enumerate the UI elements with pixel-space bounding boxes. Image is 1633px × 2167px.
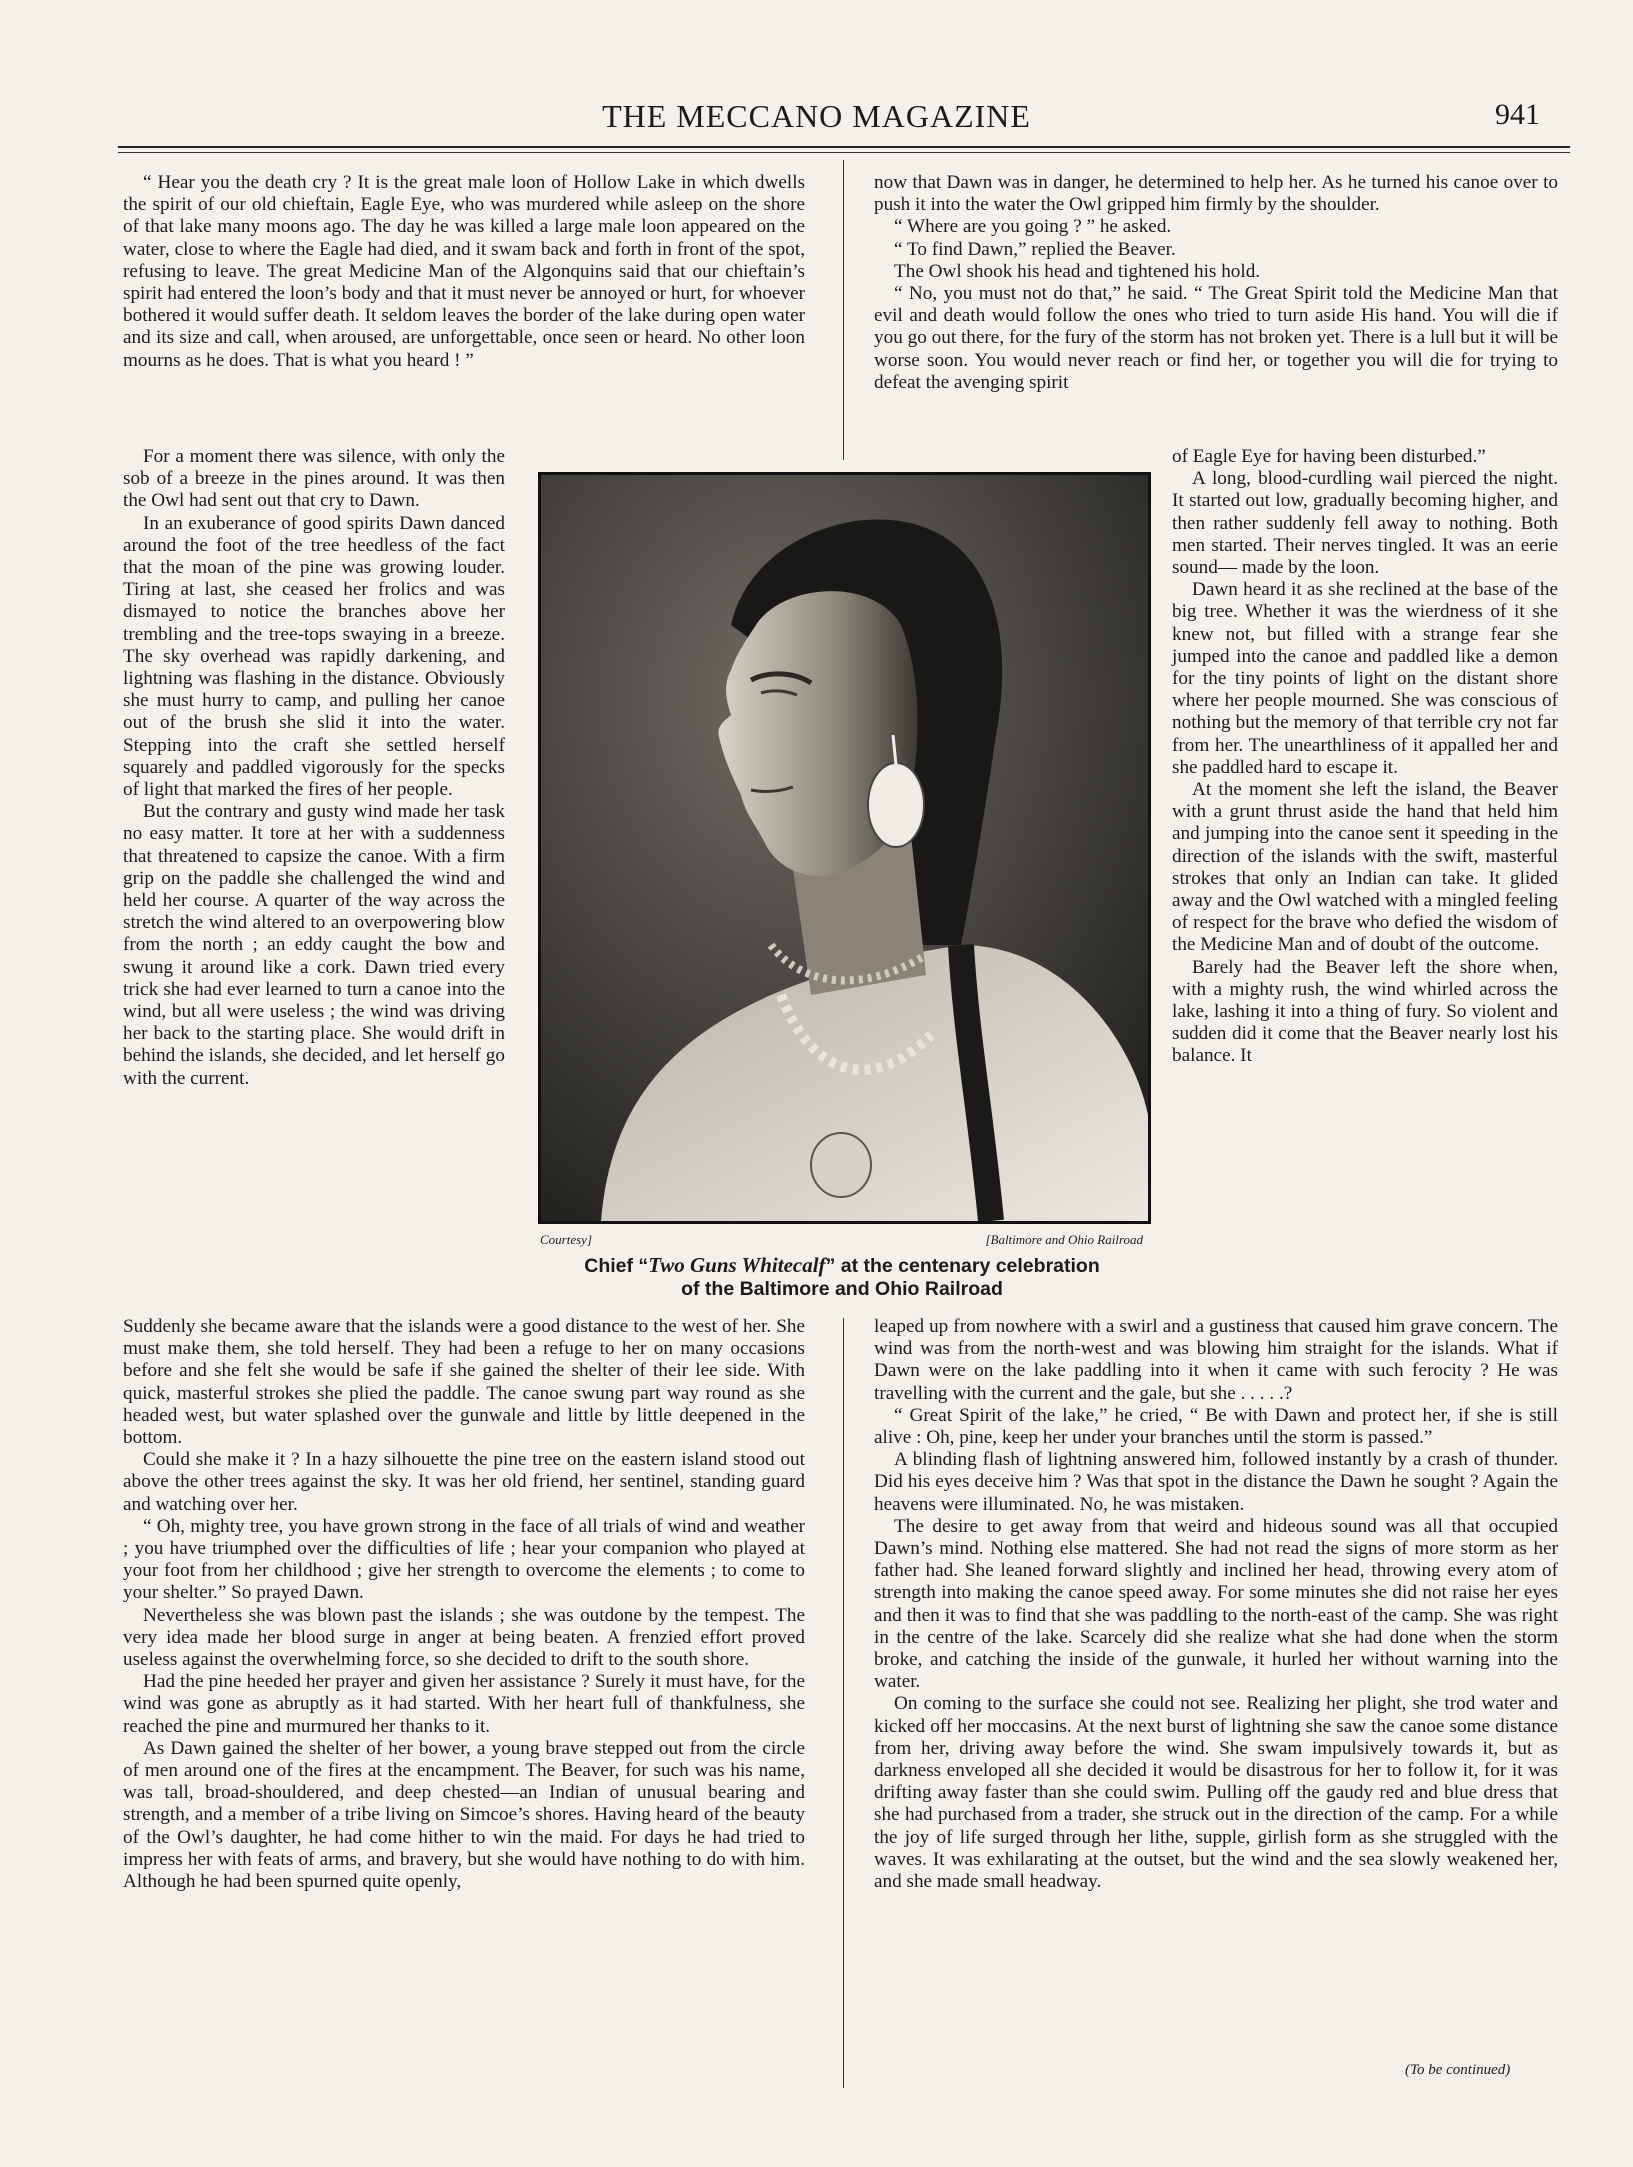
left-column-narrow	[123, 446, 505, 1090]
header-rule	[118, 146, 1570, 148]
caption-line-1	[528, 1254, 1156, 1278]
paragraph: But the contrary and gusty wind made her task no easy matter. It tore at her with a suddenness that threatened to capsize the canoe. With a firm grip on the paddle she challenged the wind and held her course. A quarter of the way across the stretch the wind altered to an overpowering blow from the north ; an eddy caught the bow and swung it around like a cork. Dawn tried every trick she had ever learned to turn a canoe into the wind, but all were useless ; the wind was driving her back to the starting place. She would drift in behind the islands, she decided, and let herself go with the current.	[123, 801, 505, 1089]
paragraph: “ Hear you the death cry ? It is the great male loon of Hollow Lake in which dwells the spirit of our old chieftain, Eagle Eye, who was murdered while asleep on the shore of that lake many moons ago. The day he was killed a large male loon appeared on the water, close to where the Eagle had died, and it swam back and forth in front of the spot, refusing to leave. The great Medicine Man of the Algonquins said that our chieftain’s spirit had entered the loon’s body and that it must never be annoyed or hurt, for whoever bothered it would suffer death. It seldom leaves the border of the lake during open water and its size and call, when aroused, are unforgettable, once seen or heard. No other loon mourns as he does. That is what you heard ! ”	[123, 172, 805, 371]
paragraph: “ Where are you going ? ” he asked.	[894, 216, 1172, 238]
column-divider-bottom	[843, 1318, 844, 2088]
paragraph: A blinding flash of lightning answered him, followed instantly by a crash of thunder. Did his eyes deceive him ? Was that spot in the distance the Dawn he sought ? Again the heavens were illuminated. No, he was mistaken.	[874, 1449, 1558, 1515]
paragraph: Had the pine heeded her prayer and given her assistance ? Surely it must have, for the wind was gone as abruptly as it had started. With her heart full of thankfulness, she reached the pine and murmured her thanks to it.	[123, 1671, 805, 1737]
paragraph: The desire to get away from that weird and hideous sound was all that occupied Dawn’s mind. Nothing else mattered. She had not read the signs of more storm as her father had. She leaned forward slightly and inclined her head, throwing every atom of strength into making the canoe speed away. For some minutes she did not raise her eyes and then it was to find that she was paddling to the north-east of the camp. She was right in the centre of the lake. Scarcely did she realize what she had done when the storm broke, and catching the inside of the gunwale, it hurled her without warning into the water.	[874, 1515, 1558, 1693]
page-number: 941	[1495, 98, 1540, 131]
caption-suffix: ” at the centenary celebration	[825, 1255, 1100, 1277]
left-column-bottom	[123, 1316, 805, 1893]
right-column-top	[874, 172, 1558, 394]
paragraph: “ No, you must not do that,” he said. “ The Great Spirit told the Medicine Man that evil and death would follow the ones who tried to turn aside His hand. You will die if you go out there, for the fury of the storm has not broken yet. There is a lull but it will be worse soon. You would never reach or find her, or together you will die for trying to defeat the avenging spirit	[874, 283, 1558, 393]
right-column-narrow	[1172, 446, 1558, 1068]
paragraph: “ Great Spirit of the lake,” he cried, “ Be with Dawn and protect her, if she is still alive : Oh, pine, keep her under your branches until the storm is passed.”	[874, 1404, 1558, 1449]
continued-note: (To be continued)	[1405, 2062, 1511, 2078]
photo-credit-right: [Baltimore and Ohio Railroad	[985, 1232, 1143, 1247]
right-column-bottom	[874, 1316, 1558, 1893]
portrait-illustration	[541, 475, 1148, 1221]
caption-line-2: of the Baltimore and Ohio Railroad	[681, 1278, 1003, 1300]
caption-name: Two Guns Whitecalf	[648, 1253, 826, 1277]
paragraph: now that Dawn was in danger, he determined to help her. As he turned his canoe over to push it into the water the Owl gripped him firmly by the shoulder.	[874, 172, 1558, 216]
paragraph: At the moment she left the island, the Beaver with a grunt thrust aside the hand that held him and jumping into the canoe sent it speeding in the direction of the islands with the swift, masterful strokes that only an Indian can take. It glided away and the Owl watched with a mingled feeling of respect for the brave who defied the wisdom of the Medicine Man and of doubt of the outcome.	[1172, 779, 1558, 956]
header-rule-thin	[118, 152, 1570, 153]
paragraph: of Eagle Eye for having been disturbed.”	[1172, 446, 1486, 467]
paragraph: For a moment there was silence, with only the sob of a breeze in the pines around. It was then the Owl had sent out that cry to Dawn.	[123, 446, 505, 512]
paragraph: In an exuberance of good spirits Dawn danced around the foot of the tree heedless of the fact that the moan of the pine was growing louder. Tiring at last, she ceased her frolics and was dismayed to notice the branches above her trembling and the tree-tops swaying in a breeze. The sky overhead was rapidly darkening, and lightning was flashing in the distance. Obviously she must hurry to camp, and pulling her canoe out of the brush she slid it into the water. Stepping into the craft she settled herself squarely and paddled vigorously for the specks of light that marked the fires of her people.	[123, 512, 505, 801]
paragraph: On coming to the surface she could not see. Realizing her plight, she trod water and kicked off her moccasins. At the next burst of lightning she saw the canoe some distance from her, driving away before the wind. She swam impulsively towards it, but as darkness enveloped all she decided it would be disastrous for her to follow it, for it was drifting away faster than she could swim. Pulling off the gaudy red and blue dress that she had purchased from a trader, she struck out in the direction of the camp. For a while the joy of life surged through her lithe, supple, girlish form as she struggled with the waves. It was exhilarating at the outset, but the wind and the sea slowly weakened her, and she made small headway.	[874, 1693, 1558, 1893]
photo-caption	[528, 1254, 1156, 1301]
portrait-photo	[538, 472, 1151, 1224]
photo-credit-left: Courtesy]	[540, 1232, 592, 1247]
paragraph: “ To find Dawn,” replied the Beaver.	[894, 238, 1176, 260]
paragraph: leaped up from nowhere with a swirl and a gustiness that caused him grave concern. The wind was from the north-west and was blowing him straight for the islands. What if Dawn were on the lake paddling into it when it came with such ferocity ? He was travelling with the current and the gale, but she . . . . .?	[874, 1316, 1558, 1404]
paragraph: A long, blood-curdling wail pierced the night. It started out low, gradually becoming higher, and then rather suddenly fell away to nothing. Both men started. Their nerves tingled. It was an eerie sound— made by the loon.	[1172, 468, 1558, 579]
paragraph: The Owl shook his head and tightened his hold.	[894, 260, 1261, 282]
paragraph: As Dawn gained the shelter of her bower, a young brave stepped out from the circle of men around one of the fires at the encampment. The Beaver, for such was his name, was tall, broad-shouldered, and deep chested—an Indian of unusual bearing and strength, and a member of a tribe living on Simcoe’s shores. Having heard of the beauty of the Owl’s daughter, he had come hither to win the maid. For days he had tried to impress her with feats of arms, and bravery, but she would have nothing to do with him. Although he had been spurned quite openly,	[123, 1737, 805, 1893]
paragraph: Dawn heard it as she reclined at the base of the big tree. Whether it was the wierdness of it she knew not, but filled with a strange fear she jumped into the canoe and paddled like a demon for the tiny points of light on the distant shore where her people mourned. She was conscious of nothing but the memory of that terrible cry not far from her. The unearthliness of it appalled her and she paddled hard to escape it.	[1172, 579, 1558, 778]
paragraph: “ Oh, mighty tree, you have grown strong in the face of all trials of wind and weather ; you have triumphed over the difficulties of life ; hear your companion who played at your foot from her childhood ; give her strength to overcome the elements ; to come to your shelter.” So prayed Dawn.	[123, 1515, 805, 1604]
left-column-top	[123, 172, 805, 372]
paragraph: Suddenly she became aware that the islands were a good distance to the west of her. She must make them, she told herself. They had been a refuge to her on many occasions before and she felt she would be safe if she gained the shelter of their lee side. With quick, masterful strokes she plied the paddle. The canoe swung part way round as she headed west, but water splashed over the gunwale and little by little deepened in the bottom.	[123, 1316, 805, 1449]
paragraph: Could she make it ? In a hazy silhouette the pine tree on the eastern island stood out above the other trees against the sky. It was her old friend, her sentinel, standing guard and watching over her.	[123, 1449, 805, 1515]
paragraph: Barely had the Beaver left the shore when, with a mighty rush, the wind whirled across the lake, lashing it into a thing of fury. So violent and sudden did it come that the Beaver nearly lost his balance. It	[1172, 956, 1558, 1067]
column-divider-top	[843, 160, 844, 460]
caption-prefix: Chief “	[584, 1255, 649, 1277]
paragraph: Nevertheless she was blown past the islands ; she was outdone by the tempest. The very idea made her blood surge in anger at being beaten. A frenzied effort proved useless against the overwhelming force, so she decided to drift to the south shore.	[123, 1604, 805, 1671]
magazine-title: THE MECCANO MAGAZINE	[602, 98, 1031, 134]
